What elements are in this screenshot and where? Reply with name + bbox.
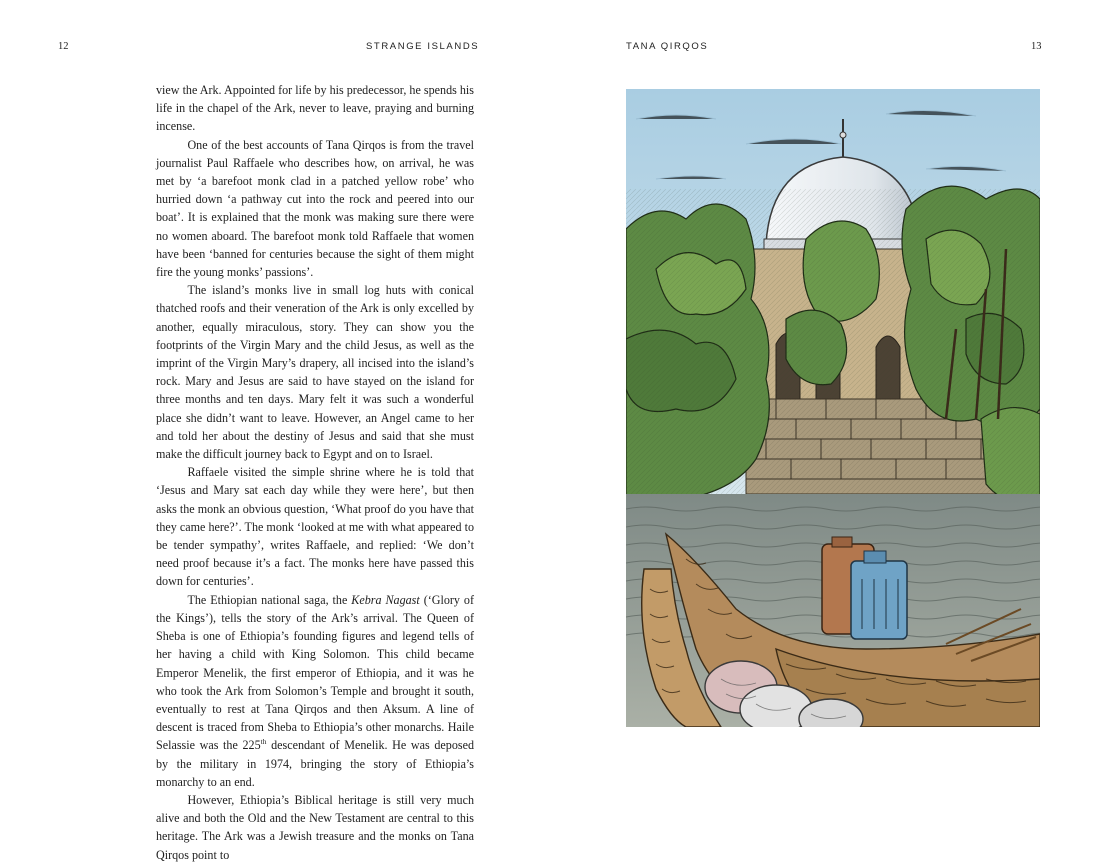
paragraph-text: The Ethiopian national saga, the (187, 592, 352, 607)
page-number-right: 13 (1031, 41, 1042, 52)
body-paragraph (156, 81, 474, 136)
ordinal-suffix: th (260, 737, 267, 747)
illustration (626, 89, 1040, 727)
paragraph-text: The island’s monks live in small log huts with conical thatched roofs and their veneration of the Ark is only excelled by another, equally miraculous, story. They can show you the footprints of the Virgin Mary and the child Jesus, as well as the imprint of the Virgin Mary’s drapery, all incised into the island’s rock. Mary and Jesus are said to have stayed on the island for three months and ten days. Mary felt it was such a wonderful place she didn’t want to leave. However, an Angel came to her and told her about the destiny of Jesus and said that she must make the difficult journey back to Egypt and on to Israel. (156, 283, 474, 462)
paragraph-text: One of the best accounts of Tana Qirqos is from the travel journalist Paul Raffaele who describes how, on arrival, he was met by ‘a barefoot monk clad in a patched yellow robe’ who hurried down ‘a pathway cut into the rock and peered into our boat’. It is explained that the monk was making sure there were no women aboard. The barefoot monk told Raffaele that women have been ‘banned for centuries because the sight of them might fire the young monks’ passions’. (156, 137, 474, 280)
body-paragraph (156, 591, 474, 791)
body-text (156, 81, 474, 864)
paragraph-text: view the Ark. Appointed for life by his predecessor, he spends his life in the chapel of the Ark, never to leave, praying and burning incense. (156, 83, 474, 134)
body-paragraph (156, 791, 474, 864)
paragraph-text: (‘Glory of the Kings’), tells the story of the Ark’s arrival. The Queen of Sheba is one of Ethiopia’s founding figures and legend tells of her having a child with King Solomon. This child became Emperor Menelik, the first emperor of Ethiopia, and it was he who took the Ark from Solomon’s Temple and brought it south, eventually to rest at Tana Qirqos and then Aksum. A line of descent is traced from Sheba to Ethiopia’s other monarchs. Haile Selassie was the 225 (156, 592, 474, 753)
body-paragraph (156, 463, 474, 590)
illustration-domed-church-reed-boat-icon (626, 89, 1040, 727)
paragraph-text: descendant of Menelik. He was deposed by the military in 1974, bringing the story of Ethiopia’s monarchy to an end. (156, 738, 474, 789)
italic-title: Kebra Nagast (351, 592, 420, 607)
running-head-left: STRANGE ISLANDS (366, 41, 480, 52)
paragraph-text: Raffaele visited the simple shrine where he is told that ‘Jesus and Mary sat each day while they were here’, but then asks the monk an obvious question, ‘What proof do you have that they came here?’. The monk ‘looked at me with what appeared to be tender sympathy’, writes Raffaele, and replied: ‘We don’t need proof because it’s a fact. The monks here have passed this down for centuries’. (156, 465, 474, 589)
body-paragraph (156, 136, 474, 282)
paragraph-text: However, Ethiopia’s Biblical heritage is still very much alive and both the Old and the New Testament are central to this heritage. The Ark was a Jewish treasure and the monks on Tana Qirqos point to (156, 792, 474, 862)
page-number-left: 12 (58, 41, 69, 52)
body-paragraph (156, 281, 474, 463)
running-head-right: TANA QIRQOS (626, 41, 709, 52)
